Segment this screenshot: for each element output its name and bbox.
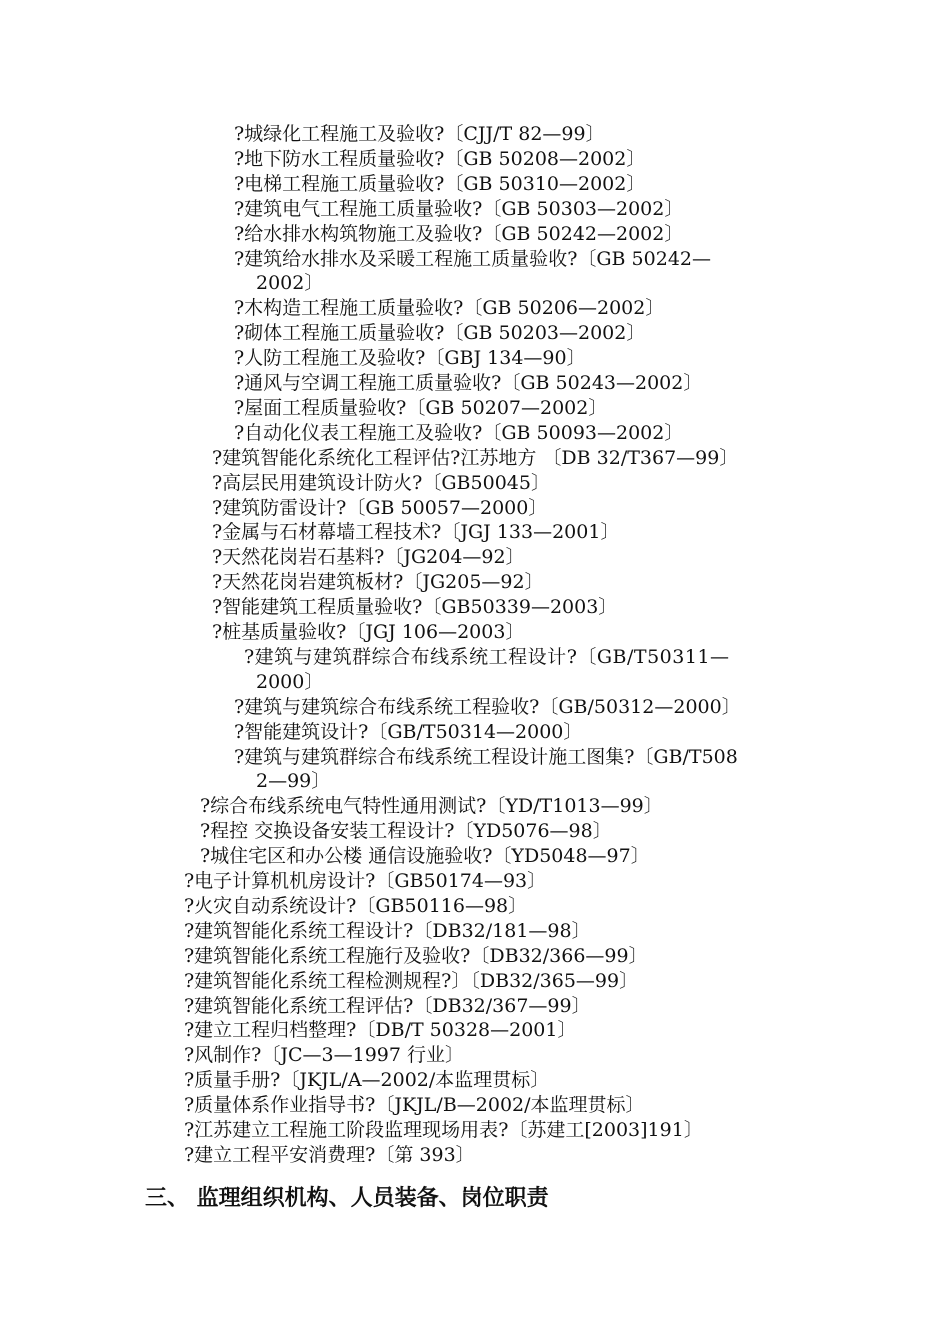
- list-item: ?城绿化工程施工及验收?〔CJJ/T 82—99〕: [234, 123, 605, 145]
- list-item: ?建立工程平安消费理?〔第 393〕: [184, 1143, 475, 1166]
- list-item: ?质量体系作业指导书?〔JKJL/B—2002/本监理贯标〕: [184, 1094, 645, 1117]
- list-item: ?高层民用建筑设计防火?〔GB50045〕: [212, 471, 550, 494]
- list-item: ?建筑与建筑群综合布线系统工程设计施工图集?〔GB/T508: [234, 745, 738, 768]
- list-item: ?屋面工程质量验收?〔GB 50207—2002〕: [234, 396, 608, 419]
- list-item: ?建筑智能化系统工程施行及验收?〔DB32/366—99〕: [184, 944, 648, 967]
- list-item: ?电梯工程施工质量验收?〔GB 50310—2002〕: [234, 172, 646, 195]
- list-item: ?金属与石材幕墙工程技术?〔JGJ 133—2001〕: [212, 521, 620, 544]
- list-item-continuation: 2—99〕: [256, 770, 331, 793]
- list-item-continuation: 2000〕: [256, 670, 324, 693]
- list-item: ?程控 交换设备安装工程设计?〔YD5076—98〕: [200, 820, 612, 843]
- list-item: ?人防工程施工及验收?〔GBJ 134—90〕: [234, 347, 586, 370]
- list-item: ?给水排水构筑物施工及验收?〔GB 50242—2002〕: [234, 222, 684, 245]
- list-item: ?建筑给水排水及采暖工程施工质量验收?〔GB 50242—: [234, 247, 711, 270]
- list-item: ?电子计算机机房设计?〔GB50174—93〕: [184, 870, 547, 892]
- list-item: ?天然花岗岩建筑板材?〔JG205—92〕: [212, 571, 544, 594]
- section-heading: 三、 监理组织机构、人员装备、岗位职责: [145, 1186, 549, 1211]
- list-item: ?建筑与建筑综合布线系统工程验收?〔GB/50312—2000〕: [234, 695, 741, 718]
- list-item: ?桩基质量验收?〔JGJ 106—2003〕: [212, 621, 525, 643]
- list-item: ?江苏建立工程施工阶段监理现场用表?〔苏建工[2003]191〕: [184, 1119, 703, 1141]
- list-item: ?建立工程归档整理?〔DB/T 50328—2001〕: [184, 1019, 577, 1042]
- list-item: ?城住宅区和办公楼 通信设施验收?〔YD5048—97〕: [200, 845, 650, 868]
- list-item: ?通风与空调工程施工质量验收?〔GB 50243—2002〕: [234, 372, 703, 394]
- list-item-continuation: 2002〕: [256, 272, 324, 295]
- list-item: ?火灾自动系统设计?〔GB50116—98〕: [184, 894, 528, 917]
- list-item: ?建筑智能化系统工程检测规程?〕〔DB32/365—99〕: [184, 969, 639, 992]
- list-item: ?建筑智能化系统化工程评估?江苏地方 〔DB 32/T367—99〕: [212, 446, 739, 469]
- list-item: ?自动化仪表工程施工及验收?〔GB 50093—2002〕: [234, 421, 684, 444]
- list-item: ?综合布线系统电气特性通用测试?〔YD/T1013—99〕: [200, 795, 663, 818]
- list-item: ?智能建筑设计?〔GB/T50314—2000〕: [234, 720, 583, 743]
- list-item: ?建筑与建筑群综合布线系统工程设计?〔GB/T50311—: [244, 645, 730, 668]
- list-item: ?天然花岗岩石基料?〔JG204—92〕: [212, 546, 525, 569]
- list-item: ?建筑电气工程施工质量验收?〔GB 50303—2002〕: [234, 197, 684, 220]
- list-item: ?砌体工程施工质量验收?〔GB 50203—2002〕: [234, 322, 646, 345]
- list-item: ?建筑防雷设计?〔GB 50057—2000〕: [212, 496, 548, 519]
- list-item: ?地下防水工程质量验收?〔GB 50208—2002〕: [234, 147, 646, 170]
- list-item: ?风制作?〔JC—3—1997 行业〕: [184, 1044, 465, 1067]
- list-item: ?质量手册?〔JKJL/A—2002/本监理贯标〕: [184, 1069, 550, 1092]
- list-item: ?智能建筑工程质量验收?〔GB50339—2003〕: [212, 596, 618, 619]
- list-item: ?建筑智能化系统工程评估?〔DB32/367—99〕: [184, 994, 591, 1017]
- list-item: ?木构造工程施工质量验收?〔GB 50206—2002〕: [234, 297, 665, 320]
- list-item: ?建筑智能化系统工程设计?〔DB32/181—98〕: [184, 919, 591, 942]
